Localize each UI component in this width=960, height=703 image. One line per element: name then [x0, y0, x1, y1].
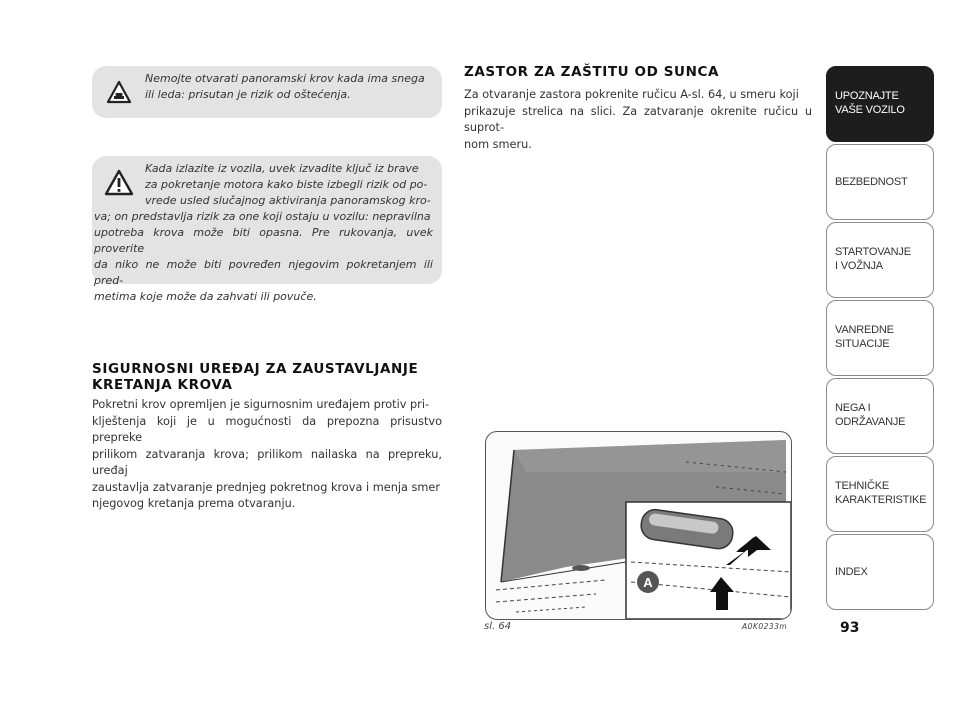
tab-label: INDEX: [835, 566, 868, 578]
page-number: 93: [840, 620, 860, 636]
tab-label: BEZBEDNOST: [835, 176, 908, 188]
warning-line: va; on predstavlja rizik za one koji ostaju u vozilu: nepravilna: [94, 210, 431, 223]
heading-line: SIGURNOSNI UREĐAJ ZA ZAUSTAVLJANJE: [92, 361, 419, 377]
tab-label: TEHNIČKE: [835, 480, 890, 492]
figure-caption: sl. 64: [484, 621, 512, 632]
warning-line: Nemojte otvarati panoramski krov kada ima snega: [145, 72, 425, 85]
warning-line: metima koje može da zahvati ili povuče.: [94, 290, 317, 303]
sun-shade-paragraph: [464, 87, 812, 153]
warning-line: vrede usled slučajnog aktiviranja panoramskog kro-: [145, 194, 431, 207]
sun-shade-figure: [485, 431, 792, 620]
chapter-tabs: [826, 66, 934, 612]
warning-line: upotreba krova može biti opasna. Pre rukovanja, uvek proverite: [94, 226, 433, 255]
tab-label: SITUACIJE: [835, 338, 890, 350]
snow-warning-icon: [106, 80, 132, 104]
tab-vanredne-situacije[interactable]: [826, 300, 934, 376]
paragraph-line: zaustavlja zatvaranje prednjeg pokretnog krova i menja smer: [92, 480, 440, 494]
heading-line: KRETANJA KROVA: [92, 377, 233, 393]
tab-index[interactable]: [826, 534, 934, 610]
paragraph-line: prilikom zatvaranja krova; prilikom nailaska na prepreku, uređaj: [92, 447, 442, 477]
tab-label: VANREDNE: [835, 324, 894, 336]
tab-label: UPOZNAJTE: [835, 90, 899, 102]
tab-upoznajte-vase-vozilo[interactable]: [826, 66, 934, 142]
snow-warning-box: [92, 66, 442, 118]
paragraph-line: Za otvaranje zastora pokrenite ručicu A-sl. 64, u smeru koji: [464, 88, 799, 101]
tab-label: I VOŽNJA: [835, 260, 883, 272]
section-heading-sun-shade: ZASTOR ZA ZAŠTITU OD SUNCA: [464, 64, 720, 80]
figure-label-a-text: A: [643, 575, 653, 590]
tab-tehnicke-karakteristike[interactable]: [826, 456, 934, 532]
paragraph-line: Pokretni krov opremljen je sigurnosnim uređajem protiv pri-: [92, 398, 430, 411]
paragraph-line: prikazuje strelica na slici. Za zatvaranje okrenite ručicu u suprot-: [464, 104, 812, 134]
warning-line: ili leda: prisutan je rizik od oštećenja.: [145, 88, 351, 101]
tab-bezbednost[interactable]: [826, 144, 934, 220]
warning-triangle-icon: [104, 169, 134, 196]
sun-shade-illustration: [486, 432, 791, 619]
warning-line: da niko ne može biti povređen njegovim pokretanjem ili pred-: [94, 258, 433, 287]
paragraph-line: nom smeru.: [464, 137, 532, 151]
tab-nega-i-odrzavanje[interactable]: [826, 378, 934, 454]
warning-line: Kada izlazite iz vozila, uvek izvadite ključ iz brave: [145, 162, 419, 175]
tab-label: KARAKTERISTIKE: [835, 494, 927, 506]
figure-code: A0K0233m: [742, 622, 788, 631]
safety-device-paragraph: [92, 397, 442, 513]
paragraph-line: njegovog kretanja prema otvaranju.: [92, 497, 296, 510]
tab-label: NEGA I: [835, 402, 871, 414]
tab-label: STARTOVANJE: [835, 246, 911, 258]
warning-line: za pokretanje motora kako biste izbegli rizik od po-: [145, 178, 428, 191]
key-warning-box: [92, 156, 442, 303]
tab-label: VAŠE VOZILO: [835, 104, 905, 116]
tab-startovanje-i-voznja[interactable]: [826, 222, 934, 298]
tab-label: ODRŽAVANJE: [835, 416, 906, 428]
paragraph-line: klještenja koji je u mogućnosti da prepozna prisustvo prepreke: [92, 414, 442, 444]
section-heading-safety-device: [92, 361, 442, 393]
